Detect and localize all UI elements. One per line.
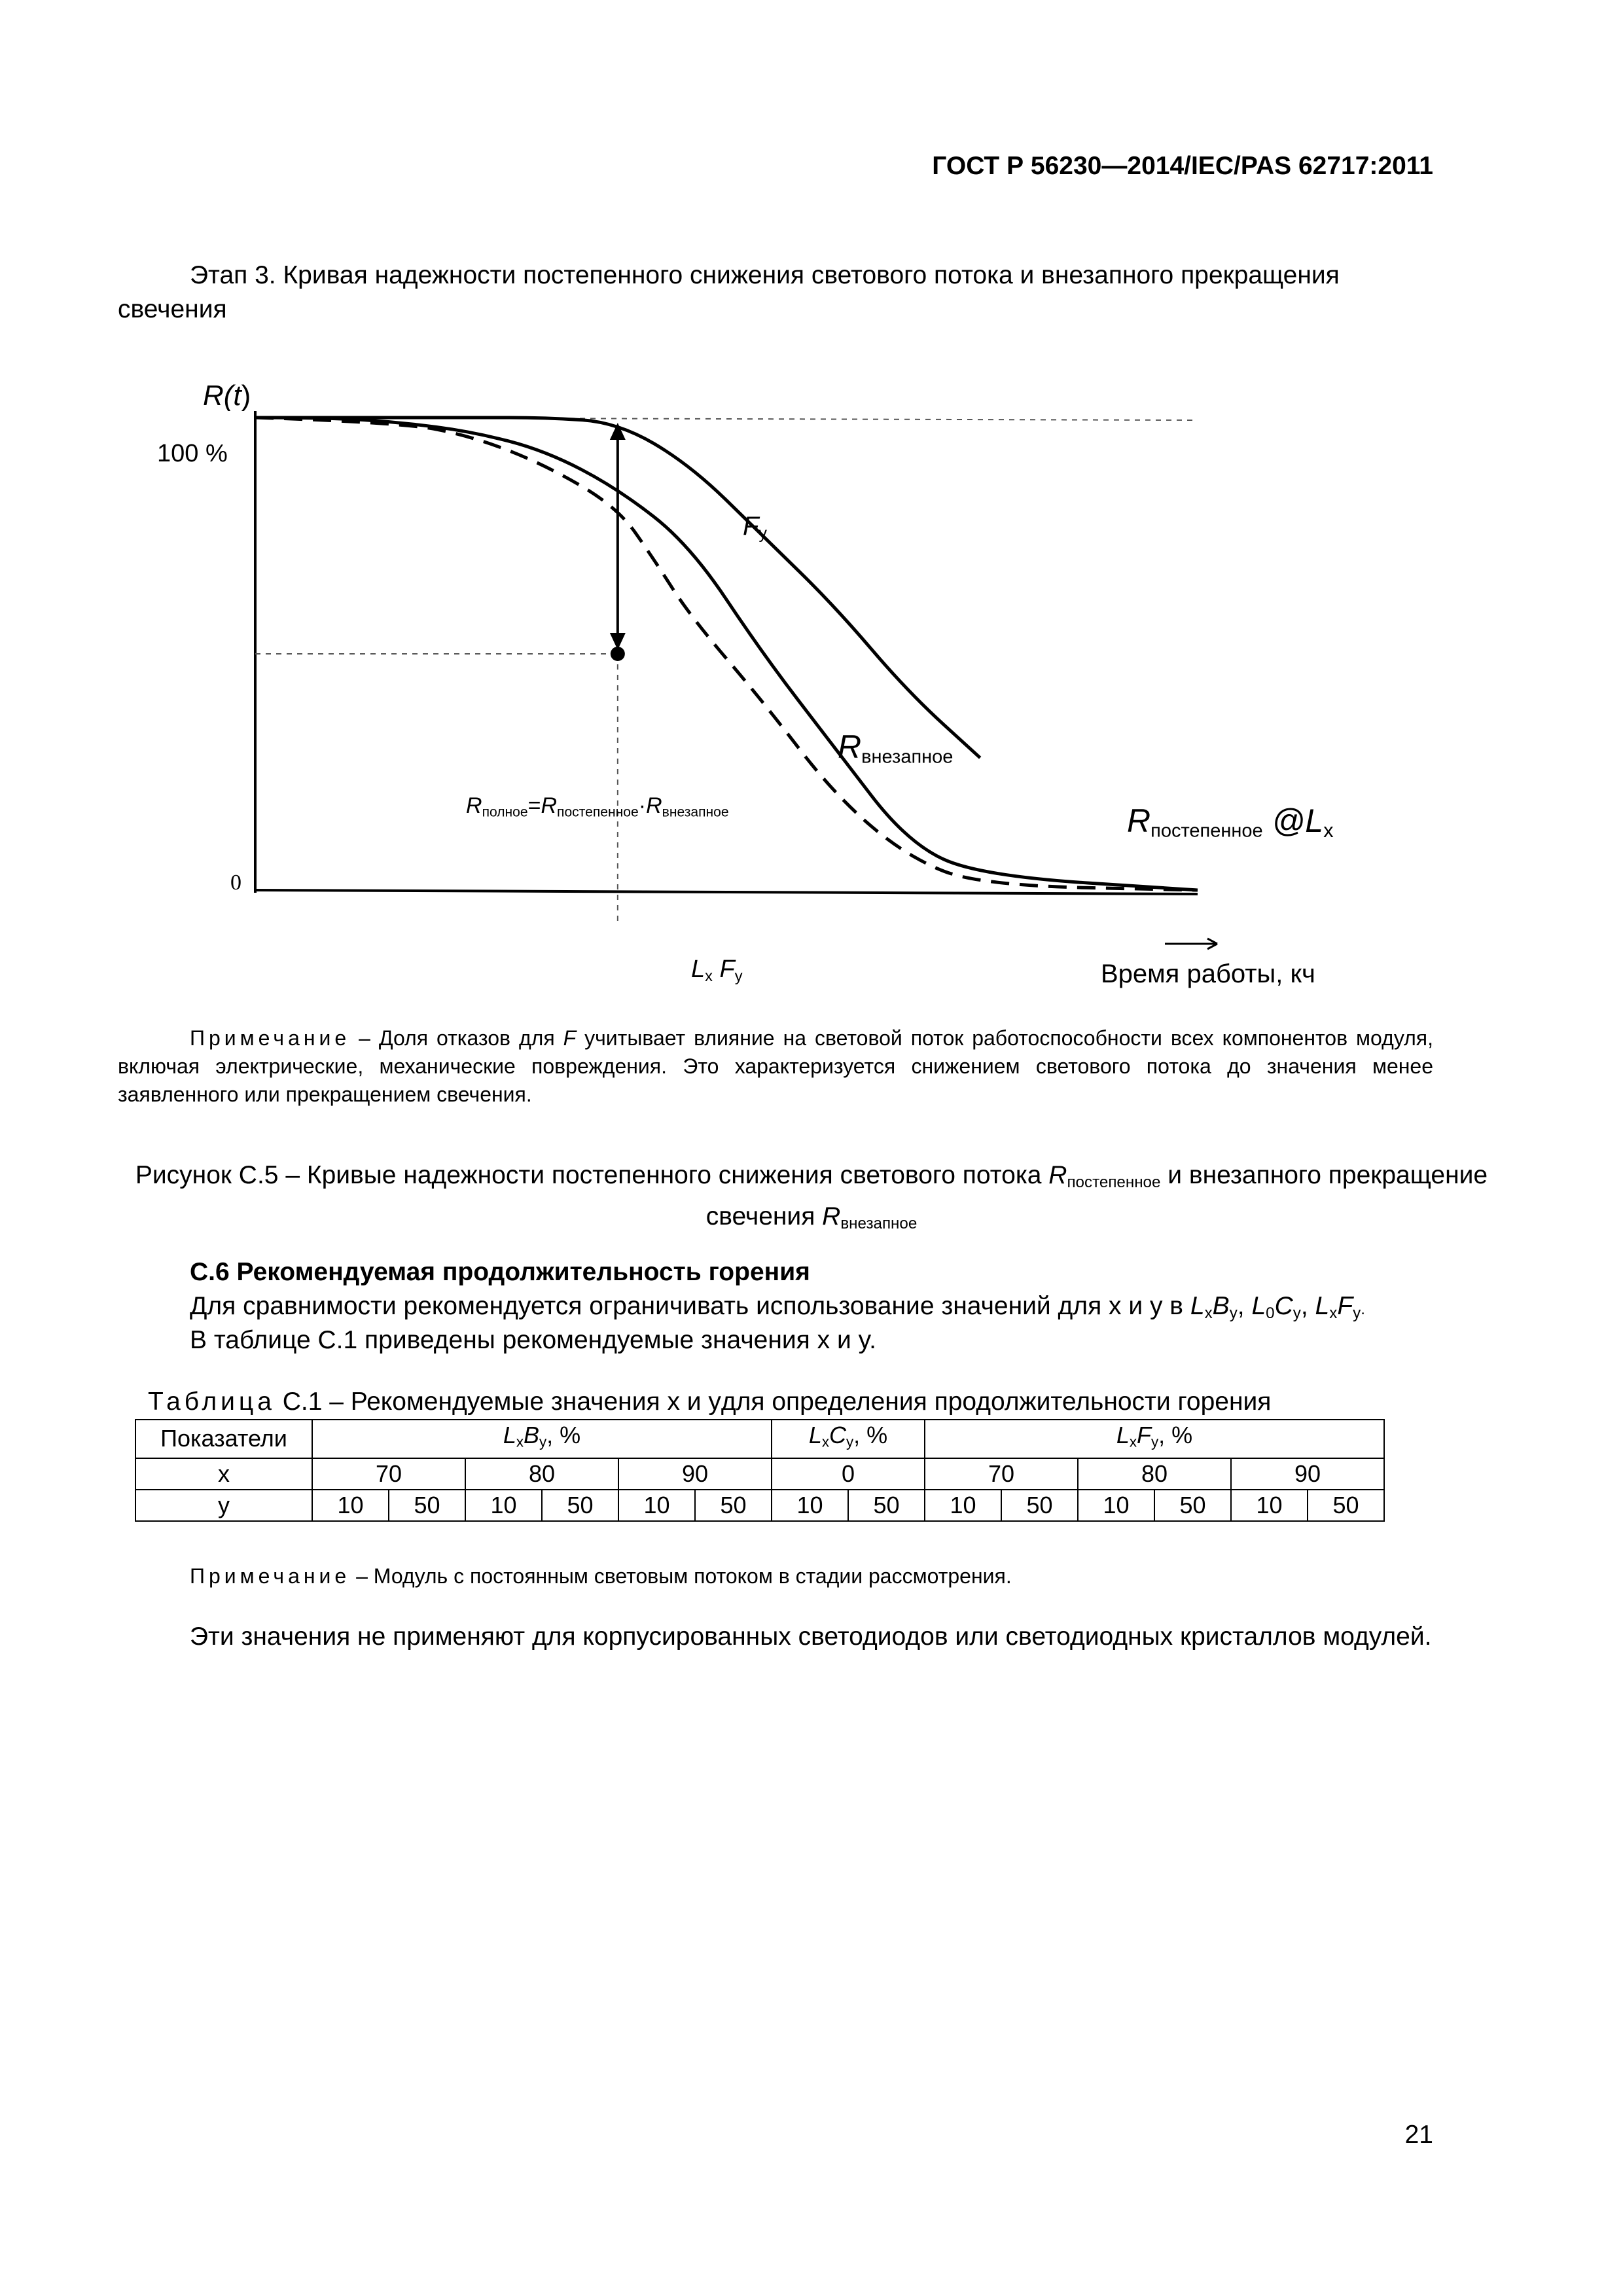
row-label-y: y — [135, 1490, 312, 1521]
legend-r-sudden: $R_{внезапное}$ — [838, 728, 954, 768]
table-cell: 10 — [312, 1490, 389, 1521]
figure-note: Примечание – Доля отказов для F учитывает влияние на световой поток работоспособности всех компонентов модуля, включая электрические, механические повреждения. Это характеризуется снижением светового потока до значения менее заявленного или прекращением свечения. — [118, 1026, 1434, 1106]
table-cell: 70 — [925, 1458, 1078, 1490]
section-paragraph-1: Для сравнимости рекомендуется ограничивать использование значений для x и y в $L_xB_y$, $L_0C_y$, $L_xF_y$. — [190, 1292, 1365, 1323]
table-row-x — [135, 1458, 1384, 1490]
table-cell: 10 — [618, 1490, 695, 1521]
legend-r-gradual: $R_{постепенное}$ $@L_x$ — [1127, 802, 1334, 842]
y-axis-label: R(t) — [203, 380, 251, 412]
table-cell: 50 — [1308, 1490, 1384, 1521]
table-cell: 80 — [1078, 1458, 1231, 1490]
table-cell: 90 — [618, 1458, 772, 1490]
table-cell: 50 — [389, 1490, 465, 1521]
row-label-x: x — [135, 1458, 312, 1490]
table-header-lxcy: $L_xC_y$, % — [772, 1420, 925, 1458]
y-tick-0: 0 — [230, 870, 241, 895]
table-cell: 90 — [1231, 1458, 1384, 1490]
reliability-chart — [131, 367, 1374, 995]
table-cell: 0 — [772, 1458, 925, 1490]
x-tick-lxfy: $L_x$ $F_y$ — [691, 956, 743, 984]
table-cell: 50 — [1154, 1490, 1231, 1521]
table-cell: 80 — [465, 1458, 618, 1490]
x-axis-line — [255, 890, 1198, 894]
recommended-values-table — [135, 1419, 1385, 1522]
table-cell: 10 — [1078, 1490, 1154, 1521]
table-cell: 50 — [542, 1490, 618, 1521]
marked-point — [611, 647, 625, 661]
table-cell: 10 — [1231, 1490, 1308, 1521]
standard-header: ГОСТ Р 56230—2014/IEC/PAS 62717:2011 — [932, 152, 1433, 180]
table-row-y — [135, 1490, 1384, 1521]
table-header-label: Показатели — [135, 1420, 312, 1458]
table-cell: 10 — [925, 1490, 1001, 1521]
x-axis-label: Время работы, кч — [1101, 960, 1315, 988]
page-number: 21 — [1404, 2121, 1433, 2149]
intro-text: Этап 3. Кривая надежности постепенного снижения светового потока и внезапного прекращения свечения — [118, 261, 1340, 323]
legend-r-total: $R_{полное}=R_{постепенное}\cdot R_{внезапное}$ — [466, 793, 729, 820]
annotation-fy: $F_y$ — [743, 512, 767, 543]
table-title: Таблица С.1 – Рекомендуемые значения x и yдля определения продолжительности горения — [148, 1388, 1272, 1416]
figure-caption: Рисунок С.5 – Кривые надежности постепенного снижения светового потока $R_{постепенное}$ и внезапного прекращение свечения $R_{внезапное}$ — [135, 1161, 1488, 1233]
table-cell: 10 — [772, 1490, 848, 1521]
table-note: Примечание – Модуль с постоянным световым потоком в стадии рассмотрения. — [190, 1564, 1012, 1588]
closing-paragraph: Эти значения не применяют для корпусированных светодиодов или светодиодных кристаллов модулей. — [190, 1623, 1432, 1651]
table-cell: 50 — [695, 1490, 772, 1521]
section-heading: С.6 Рекомендуемая продолжительность горения — [190, 1258, 810, 1286]
table-header-lxby: $L_xB_y$, % — [312, 1420, 772, 1458]
table-cell: 50 — [848, 1490, 925, 1521]
table-cell: 10 — [465, 1490, 542, 1521]
section-paragraph-2: В таблице С.1 приведены рекомендуемые значения x и y. — [190, 1326, 877, 1354]
table-cell: 50 — [1001, 1490, 1078, 1521]
table-header-lxfy: $L_xF_y$, % — [925, 1420, 1384, 1458]
table-header-row — [135, 1420, 1384, 1458]
table-cell: 70 — [312, 1458, 465, 1490]
chart-canvas — [131, 367, 1374, 995]
y-tick-100: 100 % — [157, 440, 228, 467]
